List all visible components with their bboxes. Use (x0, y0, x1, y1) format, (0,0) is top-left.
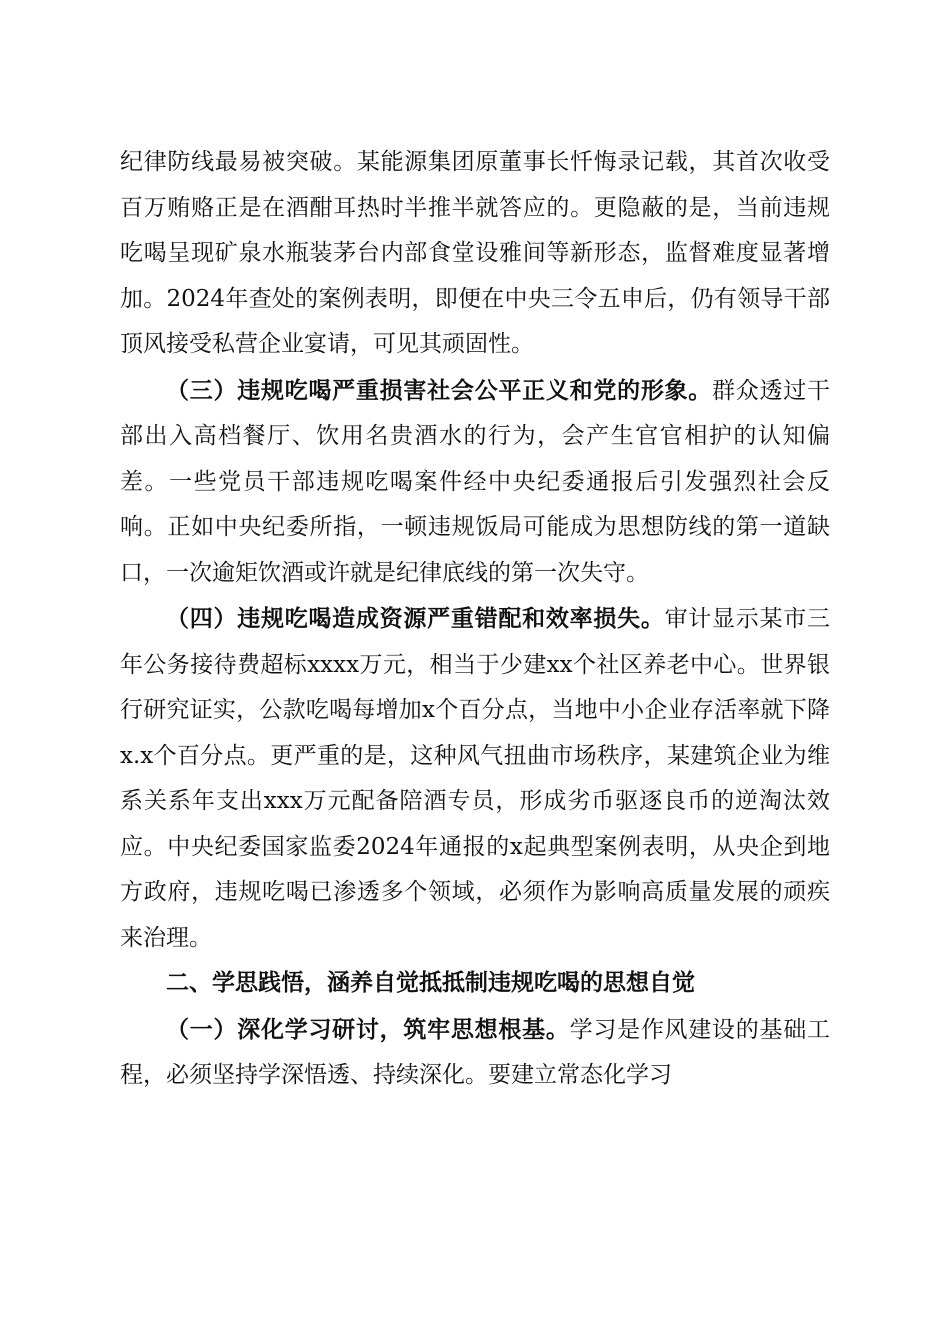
paragraph-text: 纪律防线最易被突破。某能源集团原董事长忏悔录记载，其首次收受百万贿赂正是在酒酣耳热时半推半就答应的。更隐蔽的是，当前违规吃喝呈现矿泉水瓶装茅台内部食堂设雅间等新形态，监督难度显著增加。2024年查处的案例表明，即便在中央三令五申后，仍有领导干部顶风接受私营企业宴请，可见其顽固性。 (120, 149, 830, 357)
document-body (120, 140, 830, 1099)
paragraph-lead: （一）深化学习研讨，筑牢思想根基。 (166, 1015, 570, 1043)
paragraph-continuation (120, 140, 830, 368)
paragraph-lead: （三）违规吃喝严重损害社会公平正义和党的形象。 (166, 376, 713, 404)
paragraph-text: 群众透过干部出入高档餐厅、饮用名贵酒水的行为，会产生官官相护的认知偏差。一些党员干部违规吃喝案件经中央纪委通报后引发强烈社会反响。正如中央纪委所指，一顿违规饭局可能成为思想防线的第一道缺口，一次逾矩饮酒或许就是纪律底线的第一次失守。 (120, 377, 831, 586)
paragraph-subsection-1 (120, 1007, 830, 1099)
paragraph-text: 学习是作风建设的基础工程，必须坚持学深悟透、持续深化。要建立常态化学习 (120, 1016, 831, 1088)
paragraph-section-4 (120, 596, 830, 961)
section-heading: 二、学思践悟，涵养自觉抵抵制违规吃喝的思想自觉 (166, 970, 695, 996)
paragraph-section-3 (120, 368, 830, 597)
paragraph-text: 审计显示某市三年公务接待费超标xxxx万元，相当于少建xx个社区养老中心。世界银行研究证实，公款吃喝每增加x个百分点，当地中小企业存活率就下降x.x个百分点。更严重的是，这种风气扭曲市场秩序，某建筑企业为维系关系年支出xxx万元配备陪酒专员，形成劣币驱逐良币的逆淘汰效应。中央纪委国家监委2024年通报的x起典型案例表明，从央企到地方政府，违规吃喝已渗透多个领域，必须作为影响高质量发展的顽疾来治理。 (120, 606, 831, 951)
paragraph-lead: （四）违规吃喝造成资源严重错配和效率损失。 (166, 605, 665, 632)
